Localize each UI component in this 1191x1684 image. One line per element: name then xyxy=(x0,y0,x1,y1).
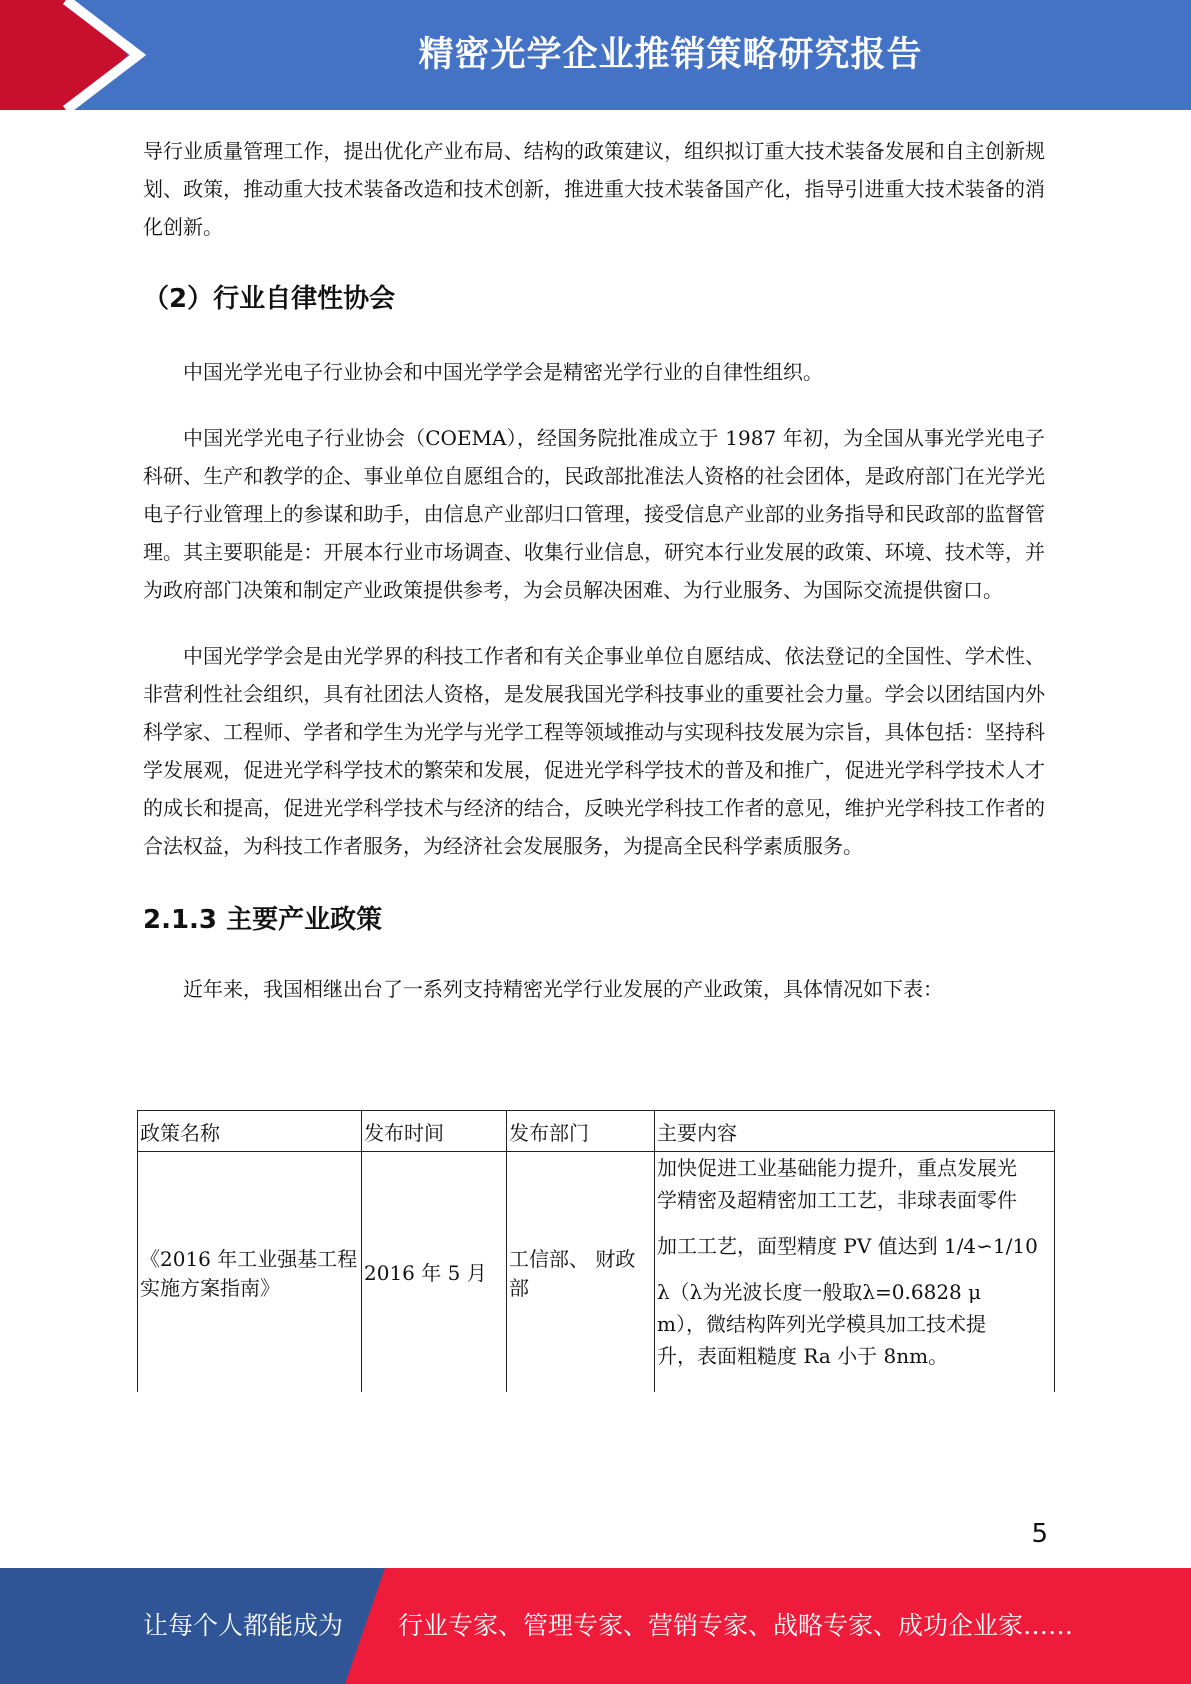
column-header-name: 政策名称 xyxy=(138,1111,362,1152)
paragraph-policy-intro: 近年来，我国相继出台了一系列支持精密光学行业发展的产业政策，具体情况如下表： xyxy=(183,977,943,1001)
cell-policy-dept: 工信部、 财政部 xyxy=(507,1152,655,1392)
page-footer xyxy=(0,1568,1191,1684)
continuation-paragraph: 导行业质量管理工作，提出优化产业布局、结构的政策建议，组织拟订重大技术装备发展和自主创新规划、政策，推动重大技术装备改造和技术创新，推进重大技术装备国产化，指导引进重大技术装备的消化创新。 xyxy=(143,139,1045,239)
column-header-date: 发布时间 xyxy=(362,1111,507,1152)
paragraph-coema: 中国光学光电子行业协会（COEMA），经国务院批准成立于 1987 年初，为全国从事光学光电子科研、生产和教学的企、事业单位自愿组合的，民政部批准法人资格的社会团体，是政府部门在光学光电子行业管理上的参谋和助手，由信息产业部归口管理，接受信息产业部的业务指导和民政部的监督管理。其主要职能是：开展本行业市场调查、收集行业信息，研究本行业发展的政策、环境、技术等，并为政府部门决策和制定产业政策提供参考，为会员解决困难、为行业服务、为国际交流提供窗口。 xyxy=(143,426,1045,602)
content-line: 升，表面粗糙度 Ra 小于 8nm。 xyxy=(657,1344,949,1368)
report-title: 精密光学企业推销策略研究报告 xyxy=(418,35,923,75)
table-header-row xyxy=(138,1111,1055,1152)
content-line: m），微结构阵列光学模具加工技术提 xyxy=(657,1312,986,1336)
page-header xyxy=(0,0,1191,110)
page-number: 5 xyxy=(1031,1519,1048,1549)
cell-policy-content xyxy=(655,1152,1055,1392)
column-header-dept: 发布部门 xyxy=(507,1111,655,1152)
policy-table xyxy=(137,1110,1055,1392)
content-line: λ（λ为光波长度一般取λ=0.6828 μ xyxy=(657,1280,982,1304)
column-header-content: 主要内容 xyxy=(655,1111,1055,1152)
table-row xyxy=(138,1152,1055,1392)
subsection-heading: （2）行业自律性协会 xyxy=(143,284,396,314)
page-body xyxy=(143,132,1045,1008)
content-line: 加工工艺，面型精度 PV 值达到 1/4∽1/10 xyxy=(657,1234,1038,1258)
footer-slogan-right: 行业专家、管理专家、营销专家、战略专家、成功企业家…… xyxy=(398,1611,1074,1640)
cell-policy-date: 2016 年 5 月 xyxy=(362,1152,507,1392)
cell-policy-name: 《2016 年工业强基工程实施方案指南》 xyxy=(138,1152,362,1392)
section-heading: 2.1.3 主要产业政策 xyxy=(143,905,383,935)
footer-slogan-left: 让每个人都能成为 xyxy=(143,1611,344,1640)
content-line: 加快促进工业基础能力提升，重点发展光 xyxy=(657,1156,1017,1180)
chevron-arrow-icon xyxy=(0,0,160,110)
paragraph-intro: 中国光学光电子行业协会和中国光学学会是精密光学行业的自律性组织。 xyxy=(183,360,823,384)
paragraph-cos: 中国光学学会是由光学界的科技工作者和有关企事业单位自愿结成、依法登记的全国性、学术性、非营利性社会组织，具有社团法人资格，是发展我国光学科技事业的重要社会力量。学会以团结国内外科学家、工程师、学者和学生为光学与光学工程等领域推动与实现科技发展为宗旨，具体包括：坚持科学发展观，促进光学科学技术的繁荣和发展，促进光学科学技术的普及和推广，促进光学科学技术人才的成长和提高，促进光学科学技术与经济的结合，反映光学科技工作者的意见，维护光学科技工作者的合法权益，为科技工作者服务，为经济社会发展服务，为提高全民科学素质服务。 xyxy=(143,644,1045,858)
content-line: 学精密及超精密加工工艺，非球表面零件 xyxy=(657,1188,1017,1212)
